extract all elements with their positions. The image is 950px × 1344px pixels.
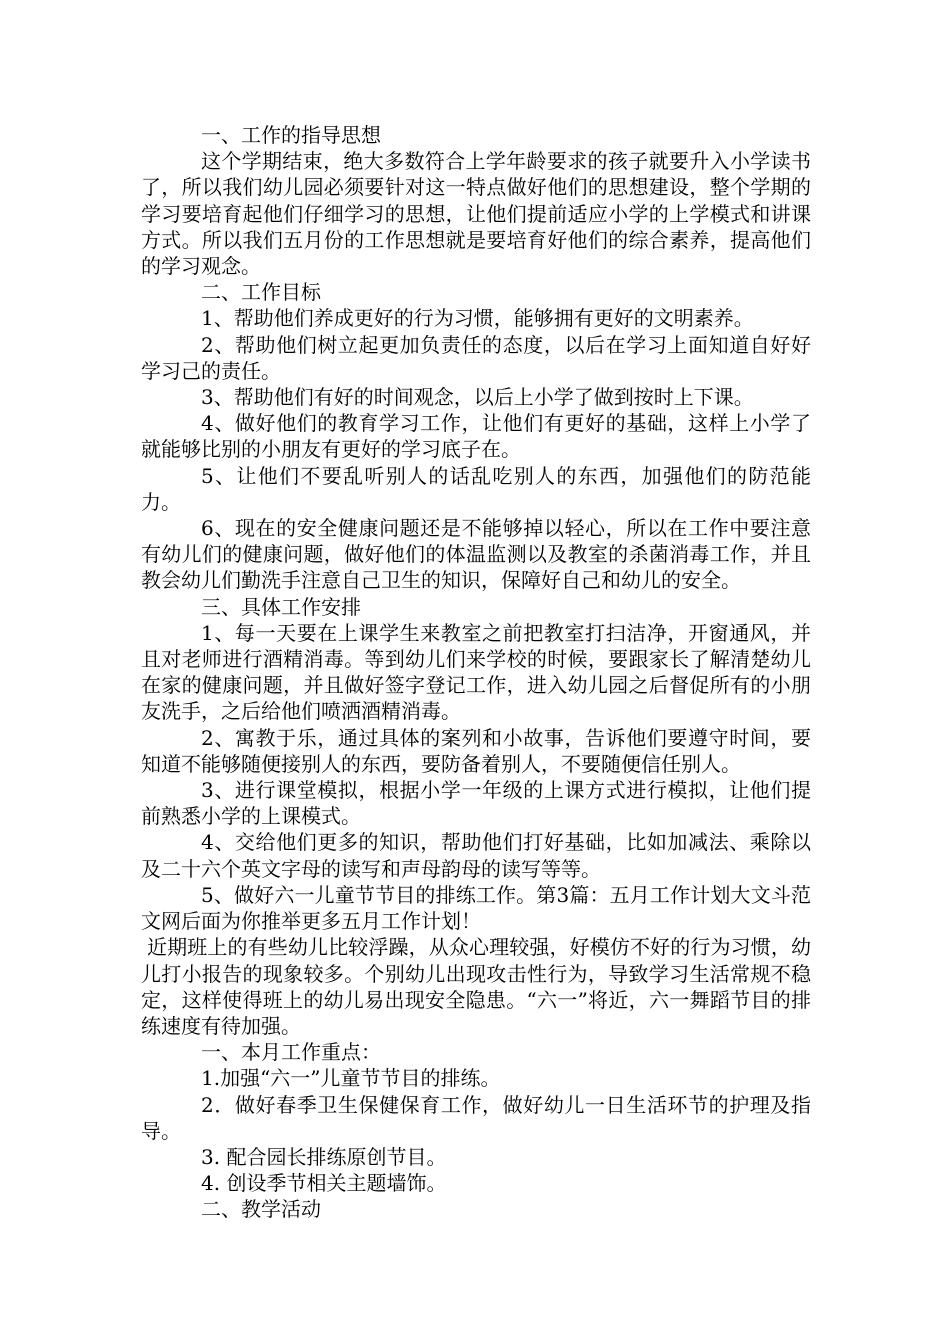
section-heading-guiding-idea: 一、工作的指导思想 xyxy=(201,123,381,147)
focus-item-1: 1.加强“六一”儿童节节目的排练。 xyxy=(201,1066,501,1091)
focus-item-4: 4. 创设季节相关主题墙饰。 xyxy=(201,1171,447,1196)
goal-item-1: 1、帮助他们养成更好的行为习惯，能够拥有更好的文明素养。 xyxy=(201,306,754,331)
section-heading-work-goals: 二、工作目标 xyxy=(201,280,321,305)
arrangement-item-5: 5、做好六一儿童节节目的排练工作。第3篇：五月工作计划大文斗范文网后面为你推举更多五月工作计划！ xyxy=(141,882,811,934)
arrangement-item-3: 3、进行课堂模拟，根据小学一年级的上课方式进行模拟，让他们提前熟悉小学的上课模式。 xyxy=(141,778,811,829)
arrangement-item-2: 2、寓教于乐，通过具体的案列和小故事，告诉他们要遵守时间，要知道不能够随便接别人的东西，要防备着别人，不要随便信任别人。 xyxy=(141,725,811,776)
goal-item-3: 3、帮助他们有好的时间观念，以后上小学了做到按时上下课。 xyxy=(201,385,754,410)
focus-item-2: 2．做好春季卫生保健保育工作，做好幼儿一日生活环节的护理及指导。 xyxy=(141,1092,811,1143)
document-body xyxy=(141,122,811,1223)
goal-item-4: 4、做好他们的教育学习工作，让他们有更好的基础，这样上小学了就能够比别的小朋友有更好的学习底子在。 xyxy=(141,411,811,462)
arrangement-item-1: 1、每一天要在上课学生来教室之前把教室打扫洁净，开窗通风，并且对老师进行酒精消毒。等到幼儿们来学校的时候，要跟家长了解清楚幼儿在家的健康问题，并且做好签字登记工作，进入幼儿园之后督促所有的小朋友洗手，之后给他们喷洒酒精消毒。 xyxy=(141,620,811,724)
section-heading-teaching-activities: 二、教学活动 xyxy=(201,1197,321,1222)
arrangement-item-4: 4、交给他们更多的知识，帮助他们打好基础，比如加减法、乘除以及二十六个英文字母的读写和声母韵母的读写等等。 xyxy=(141,830,811,881)
paragraph-guiding-idea: 这个学期结束，绝大多数符合上学年龄要求的孩子就要升入小学读书了，所以我们幼儿园必须要针对这一特点做好他们的思想建设，整个学期的学习要培育起他们仔细学习的思想，让他们提前适应小学的上学模式和讲课方式。所以我们五月份的工作思想就是要培育好他们的综合素养，提高他们的学习观念。 xyxy=(141,149,811,279)
goal-item-2: 2、帮助他们树立起更加负责任的态度，以后在学习上面知道自好好学习己的责任。 xyxy=(141,332,811,383)
goal-item-5: 5、让他们不要乱听别人的话乱吃别人的东西，加强他们的防范能力。 xyxy=(141,463,811,514)
paragraph-class-situation: 近期班上的有些幼儿比较浮躁，从众心理较强，好模仿不好的行为习惯，幼儿打小报告的现象较多。个别幼儿出现攻击性行为，导致学习生活常规不稳定，这样使得班上的幼儿易出现安全隐患。“六一”将近，六一舞蹈节目的排练速度有待加强。 xyxy=(141,935,811,1038)
section-heading-monthly-focus: 一、本月工作重点： xyxy=(201,1040,381,1065)
section-heading-arrangements: 三、具体工作安排 xyxy=(201,594,361,619)
focus-item-3: 3. 配合园长排练原创节目。 xyxy=(201,1144,447,1169)
goal-item-6: 6、现在的安全健康问题还是不能够掉以轻心，所以在工作中要注意有幼儿们的健康问题，做好他们的体温监测以及教室的杀菌消毒工作，并且教会幼儿们勤洗手注意自己卫生的知识，保障好自己和幼儿的安全。 xyxy=(141,516,811,593)
